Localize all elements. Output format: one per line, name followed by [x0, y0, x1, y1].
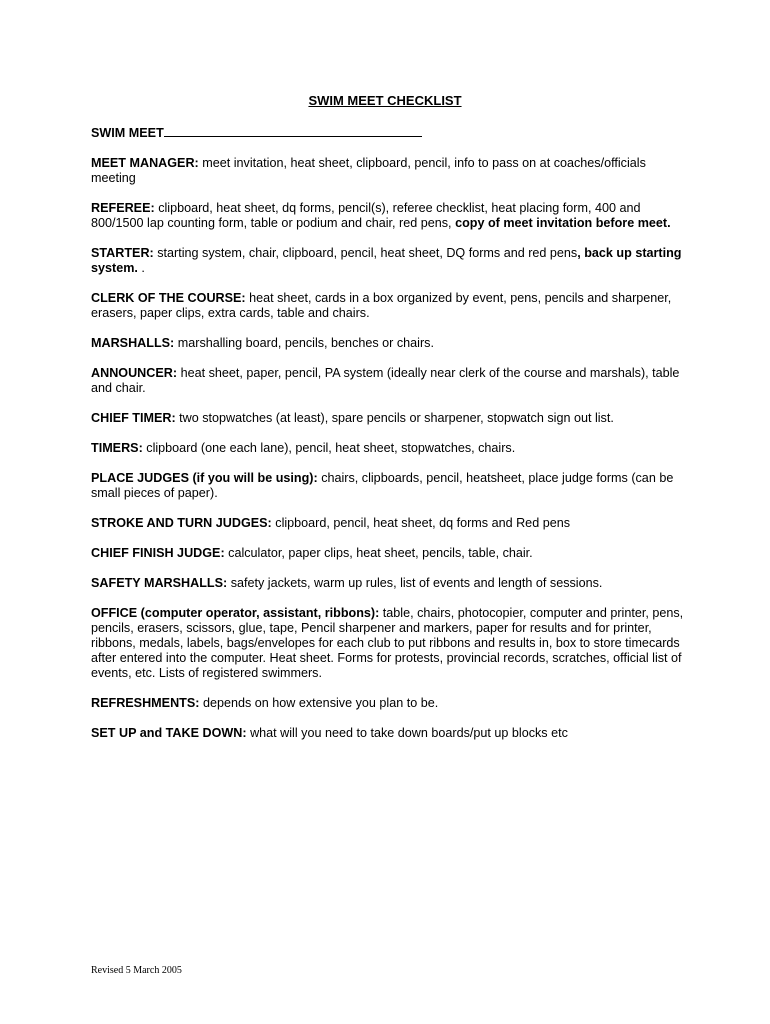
checklist-item-text: clipboard, heat sheet, dq forms, pencil(s), referee checklist, heat placing form, 400 and 800/1500 lap counting form, table or podium and chair, red pens,: [91, 201, 641, 230]
checklist-item-text: chairs, clipboards, pencil, heatsheet, place judge forms (can be small pieces of paper).: [91, 471, 674, 500]
checklist-item-text: two stopwatches (at least), spare pencils or sharpener, stopwatch sign out list.: [179, 411, 614, 425]
checklist-item: [91, 576, 691, 591]
checklist-item-tail: .: [141, 261, 145, 275]
checklist-item-text: clipboard, pencil, heat sheet, dq forms and Red pens: [275, 516, 571, 530]
checklist-item-label: OFFICE (computer operator, assistant, ribbons):: [91, 606, 380, 620]
swim-meet-field: [91, 124, 691, 141]
checklist-item-text: calculator, paper clips, heat sheet, pencils, table, chair.: [228, 546, 533, 560]
checklist-item: [91, 291, 691, 321]
checklist-item-text: clipboard (one each lane), pencil, heat sheet, stopwatches, chairs.: [146, 441, 516, 455]
checklist-item-label: SET UP and TAKE DOWN:: [91, 726, 247, 740]
checklist-item-label: PLACE JUDGES (if you will be using):: [91, 471, 318, 485]
checklist-item-label: CHIEF TIMER:: [91, 411, 176, 425]
page-title: SWIM MEET CHECKLIST: [308, 93, 462, 108]
swim-meet-blank-line: [164, 124, 422, 137]
checklist-item-text: heat sheet, paper, pencil, PA system (ideally near clerk of the course and marshals), table and chair.: [91, 366, 680, 395]
checklist-item: [91, 336, 691, 351]
checklist-item-label: SAFETY MARSHALLS:: [91, 576, 228, 590]
checklist-item-text: safety jackets, warm up rules, list of events and length of sessions.: [230, 576, 603, 590]
checklist-item-text: depends on how extensive you plan to be.: [202, 696, 439, 710]
checklist-item: [91, 696, 691, 711]
checklist-item-emphasis: copy of meet invitation before meet.: [455, 216, 671, 230]
checklist-item: [91, 156, 691, 186]
checklist-item-label: STROKE AND TURN JUDGES:: [91, 516, 272, 530]
checklist-item-label: REFEREE:: [91, 201, 155, 215]
checklist-item-label: ANNOUNCER:: [91, 366, 178, 380]
checklist-item-text: what will you need to take down boards/put up blocks etc: [250, 726, 568, 740]
checklist-item: [91, 246, 691, 276]
checklist-item-label: MARSHALLS:: [91, 336, 175, 350]
checklist-item: [91, 516, 691, 531]
checklist-item-label: CHIEF FINISH JUDGE:: [91, 546, 225, 560]
checklist-item: [91, 366, 691, 396]
checklist-item-text: starting system, chair, clipboard, pencil, heat sheet, DQ forms and red pens: [157, 246, 578, 260]
swim-meet-label: SWIM MEET: [91, 126, 164, 140]
checklist-item-text: marshalling board, pencils, benches or chairs.: [177, 336, 434, 350]
checklist-item: [91, 726, 691, 741]
checklist-item-label: MEET MANAGER:: [91, 156, 199, 170]
checklist-item: [91, 201, 691, 231]
checklist-item-label: REFRESHMENTS:: [91, 696, 200, 710]
checklist-content: [91, 124, 691, 756]
checklist-item-text: meet invitation, heat sheet, clipboard, pencil, info to pass on at coaches/officials meeting: [91, 156, 646, 185]
checklist-item: [91, 546, 691, 561]
checklist-item: [91, 471, 691, 501]
checklist-item-emphasis: , back up starting system.: [91, 246, 682, 275]
checklist-item: [91, 441, 691, 456]
checklist-sections: [91, 156, 691, 741]
checklist-item-label: CLERK OF THE COURSE:: [91, 291, 246, 305]
checklist-item-text: heat sheet, cards in a box organized by event, pens, pencils and sharpener, erasers, paper clips, extra cards, table and chairs.: [91, 291, 672, 320]
checklist-item-label: STARTER:: [91, 246, 154, 260]
revision-footer: Revised 5 March 2005: [91, 965, 182, 976]
checklist-item: [91, 606, 691, 681]
checklist-item-label: TIMERS:: [91, 441, 143, 455]
checklist-item: [91, 411, 691, 426]
checklist-item-text: table, chairs, photocopier, computer and printer, pens, pencils, erasers, scissors, glue, tape, Pencil sharpener and markers, paper for results and for printer, ribbons, medals, labels, bags/envelopes for each club to put ribbons and results in, box to store timecards after entered into the computer. Heat sheet. Forms for protests, provincial records, scratches, official list of events, etc. Lists of registered swimmers.: [91, 606, 684, 680]
